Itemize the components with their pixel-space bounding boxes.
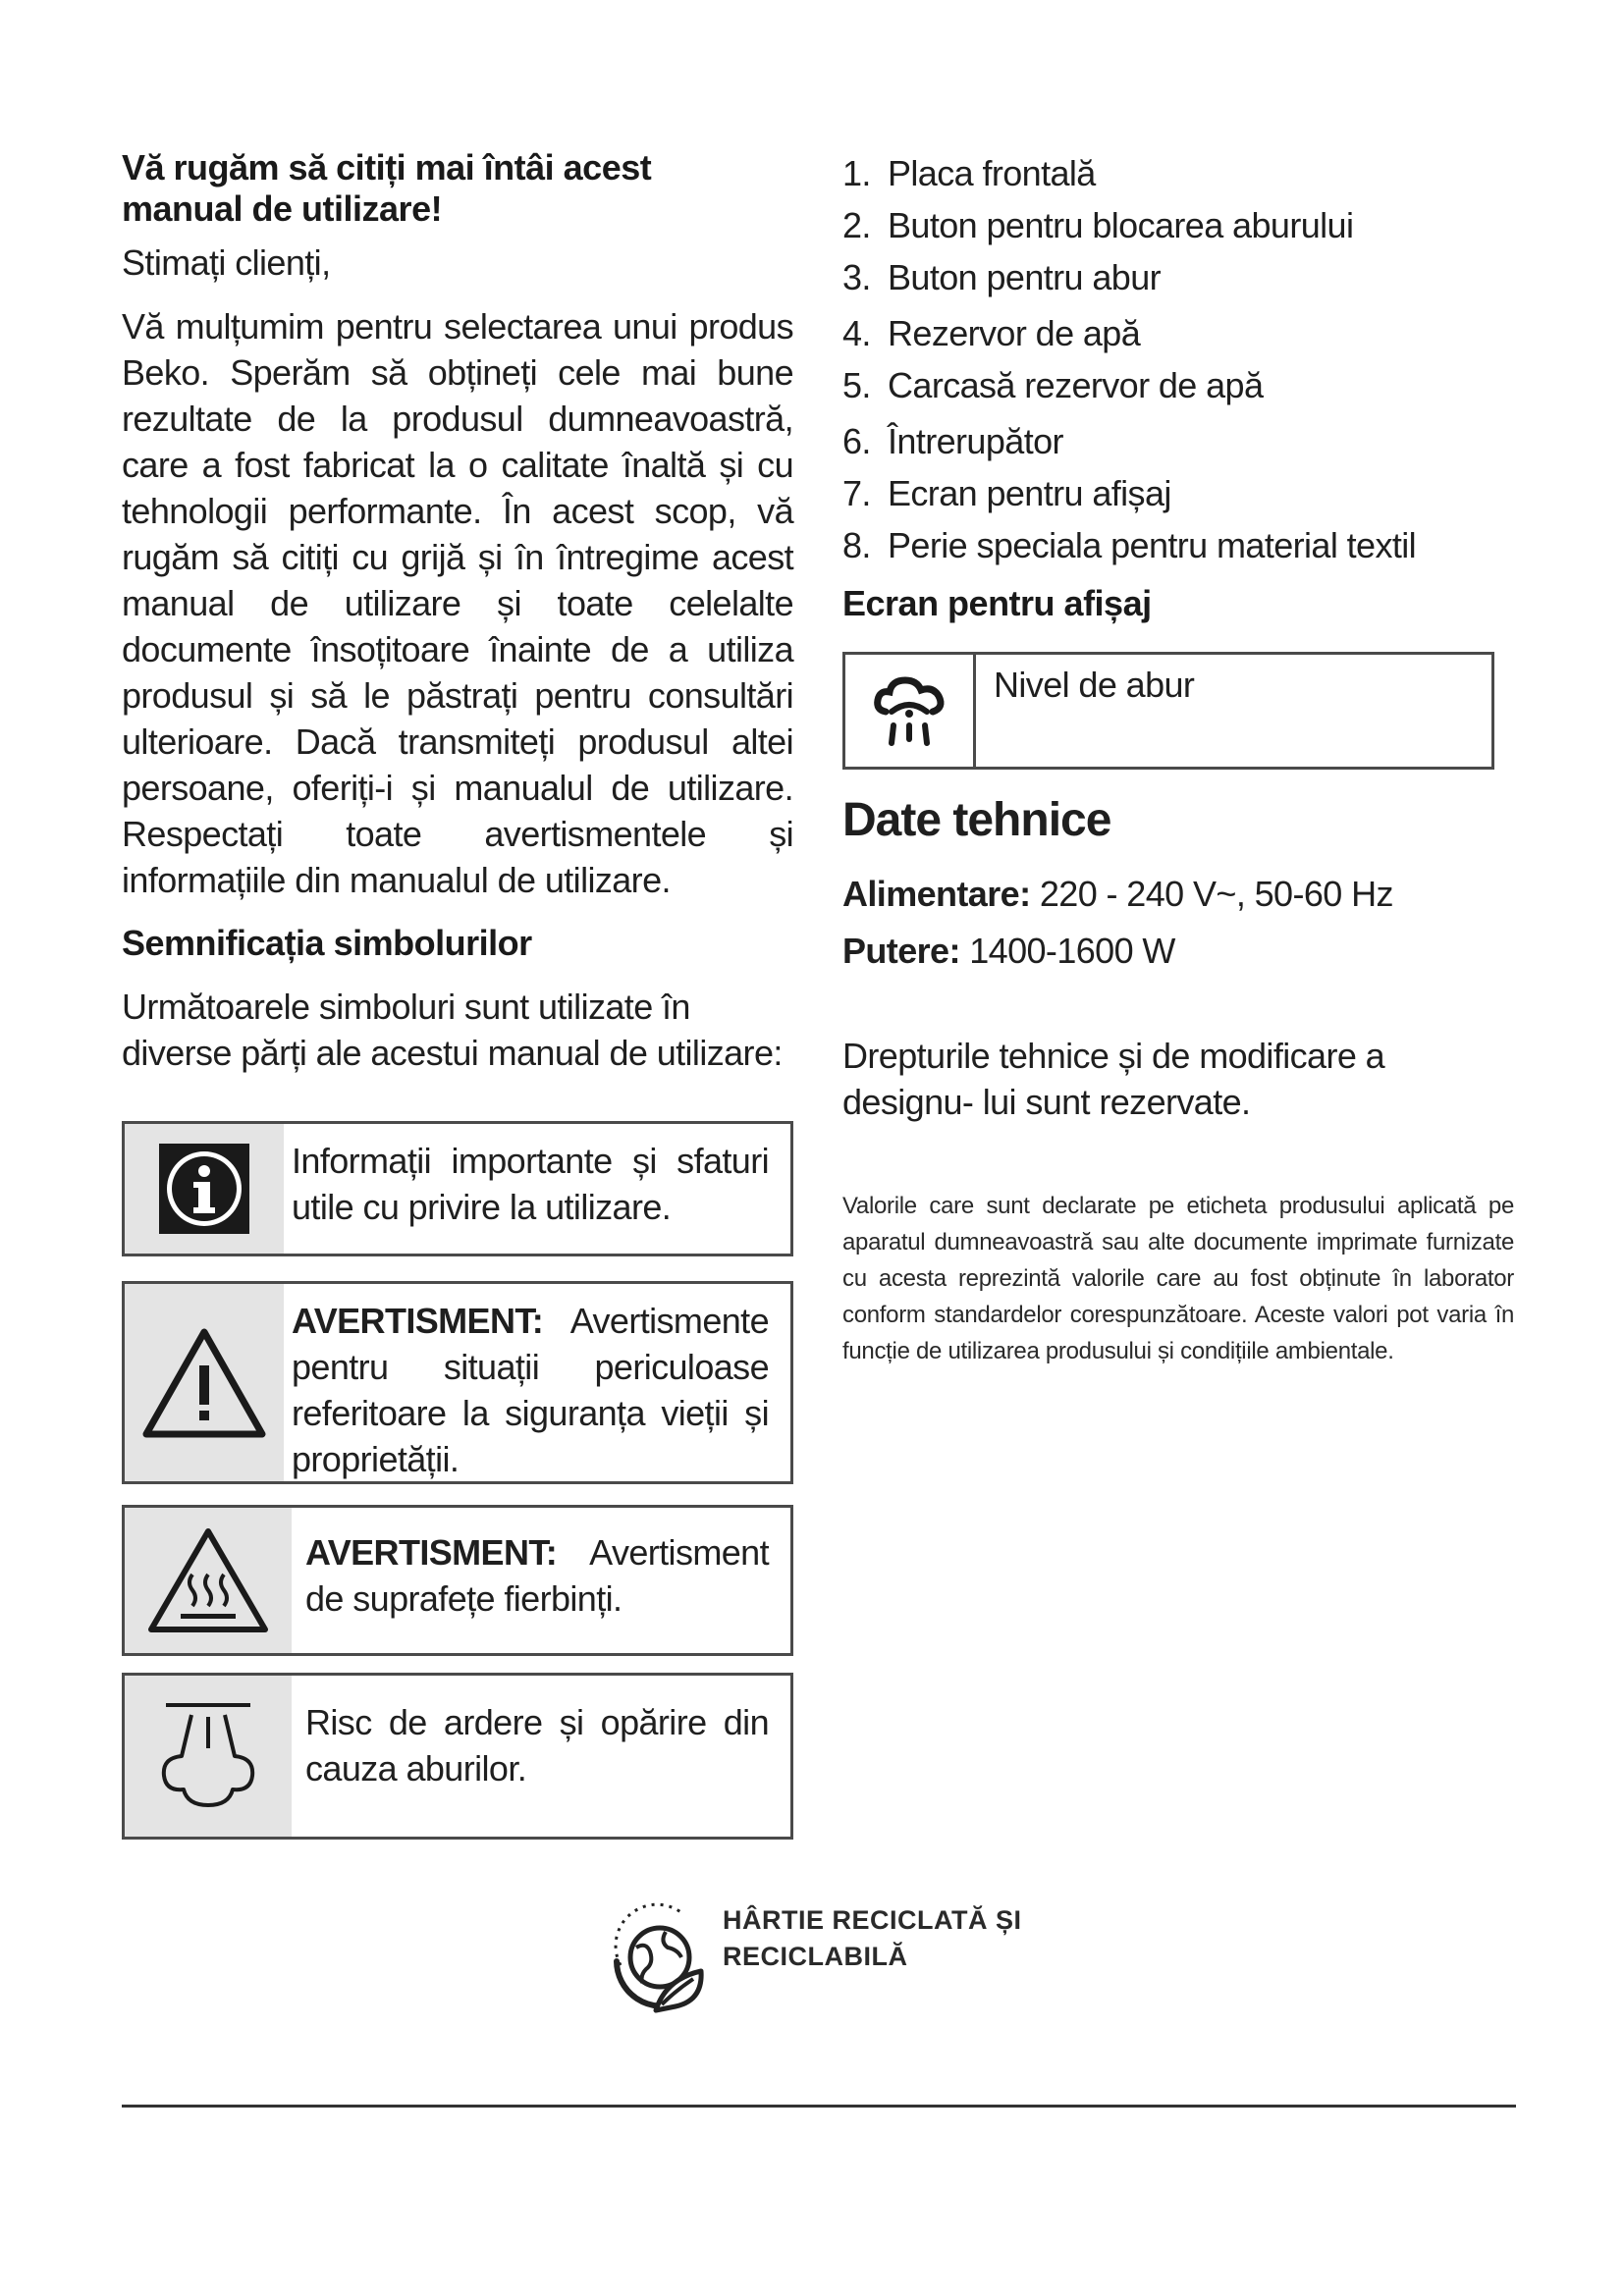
list-item: 3. Buton pentru abur xyxy=(842,257,1162,297)
warning-description: Avertismente pentru situații periculoase referitoare la siguranța vieții și proprietății. xyxy=(292,1301,769,1479)
recycled-line-2: RECICLABILĂ xyxy=(723,1942,908,1971)
info-text: Informații importante și sfaturi utile cu privire la utilizare. xyxy=(292,1141,769,1227)
left-column xyxy=(122,147,793,1076)
symbol-box-warning xyxy=(122,1281,793,1484)
list-item: 7. Ecran pentru afișaj xyxy=(842,473,1171,513)
power-supply xyxy=(842,874,1393,915)
warning-text xyxy=(284,1284,790,1481)
symbol-box-info xyxy=(122,1121,793,1256)
rights-text: Drepturile tehnice și de modificare a designu- lui sunt rezervate. xyxy=(842,1036,1385,1122)
hot-surface-icon xyxy=(125,1508,292,1653)
power xyxy=(842,931,1175,972)
steam-level-label: Nivel de abur xyxy=(994,665,1195,705)
list-item: 4. Rezervor de apă xyxy=(842,313,1141,353)
list-item: 1. Placa frontală xyxy=(842,153,1096,193)
list-item: 8. Perie speciala pentru material textil xyxy=(842,525,1417,565)
display-heading: Ecran pentru afișaj xyxy=(842,583,1152,623)
values-note: Valorile care sunt declarate pe eticheta produsului aplicată pe aparatul dumneavoastră sau alte documente imprimate furnizate cu acesta reprezintă valorile care au fost obținute în laborator conform standardelor corespunzătoare. Aceste valori pot varia în funcție de utilizarea produsului și condițiile ambientale. xyxy=(842,1193,1514,1364)
steam-burn-icon xyxy=(125,1676,292,1837)
symbol-box-hot-surface xyxy=(122,1505,793,1656)
hot-surface-description: Avertisment de suprafețe fierbinți. xyxy=(305,1532,769,1619)
hot-surface-text xyxy=(292,1508,790,1653)
intro-body: Vă mulțumim pentru selectarea unui produs Beko. Sperăm să obțineți cele mai bune rezultate de la produsul dumneavoastră, care a fost fabricat la o calitate înaltă și cu tehnologii performante. În acest scop, vă rugăm să citiți cu grijă și în întregime acest manual de utilizare și toate celelalte documente însoțitoare înainte de a utiliza produsul și să le păstrați pentru consultări ulterioare. Dacă transmiteți produsul altei persoane, oferiți-i și manualul de utilizare. Respectați toate avertismentele și informațiile din manualul de utilizare. xyxy=(122,306,793,900)
symbol-box-steam xyxy=(122,1673,793,1840)
power-value: 1400-1600 W xyxy=(959,931,1175,971)
symbols-heading: Semnificația simbolurilor xyxy=(122,923,532,963)
info-icon xyxy=(125,1124,284,1254)
right-column xyxy=(842,147,1520,624)
list-item: 5. Carcasă rezervor de apă xyxy=(842,365,1264,405)
parts-list xyxy=(842,147,1520,571)
list-item: 6. Întrerupător xyxy=(842,421,1063,461)
steam-level-icon xyxy=(845,655,976,767)
power-supply-value: 220 - 240 V~, 50-60 Hz xyxy=(1030,874,1393,914)
tech-heading: Date tehnice xyxy=(842,794,1111,846)
power-supply-label: Alimentare: xyxy=(842,874,1031,914)
greeting: Stimați clienți, xyxy=(122,242,331,283)
intro-heading: Vă rugăm să citiți mai întâi acest manual de utilizare! xyxy=(122,147,652,229)
warning-label: AVERTISMENT: xyxy=(292,1301,544,1341)
list-item: 2. Buton pentru blocarea aburului xyxy=(842,205,1354,245)
power-label: Putere: xyxy=(842,931,960,971)
recycled-line-1: HÂRTIE RECICLATĂ ȘI xyxy=(723,1905,1022,1935)
display-table xyxy=(842,652,1494,770)
recycled-paper-badge xyxy=(607,1893,1022,2016)
recycled-paper-icon xyxy=(607,1893,717,2016)
hot-surface-label: AVERTISMENT: xyxy=(305,1532,558,1573)
warning-triangle-icon xyxy=(125,1284,284,1481)
recycled-paper-text xyxy=(723,1902,1022,1975)
bottom-divider xyxy=(122,2105,1516,2108)
symbols-intro: Următoarele simboluri sunt utilizate în diverse părți ale acestui manual de utilizare: xyxy=(122,987,783,1073)
steam-text: Risc de ardere și opărire din cauza aburilor. xyxy=(305,1702,769,1789)
